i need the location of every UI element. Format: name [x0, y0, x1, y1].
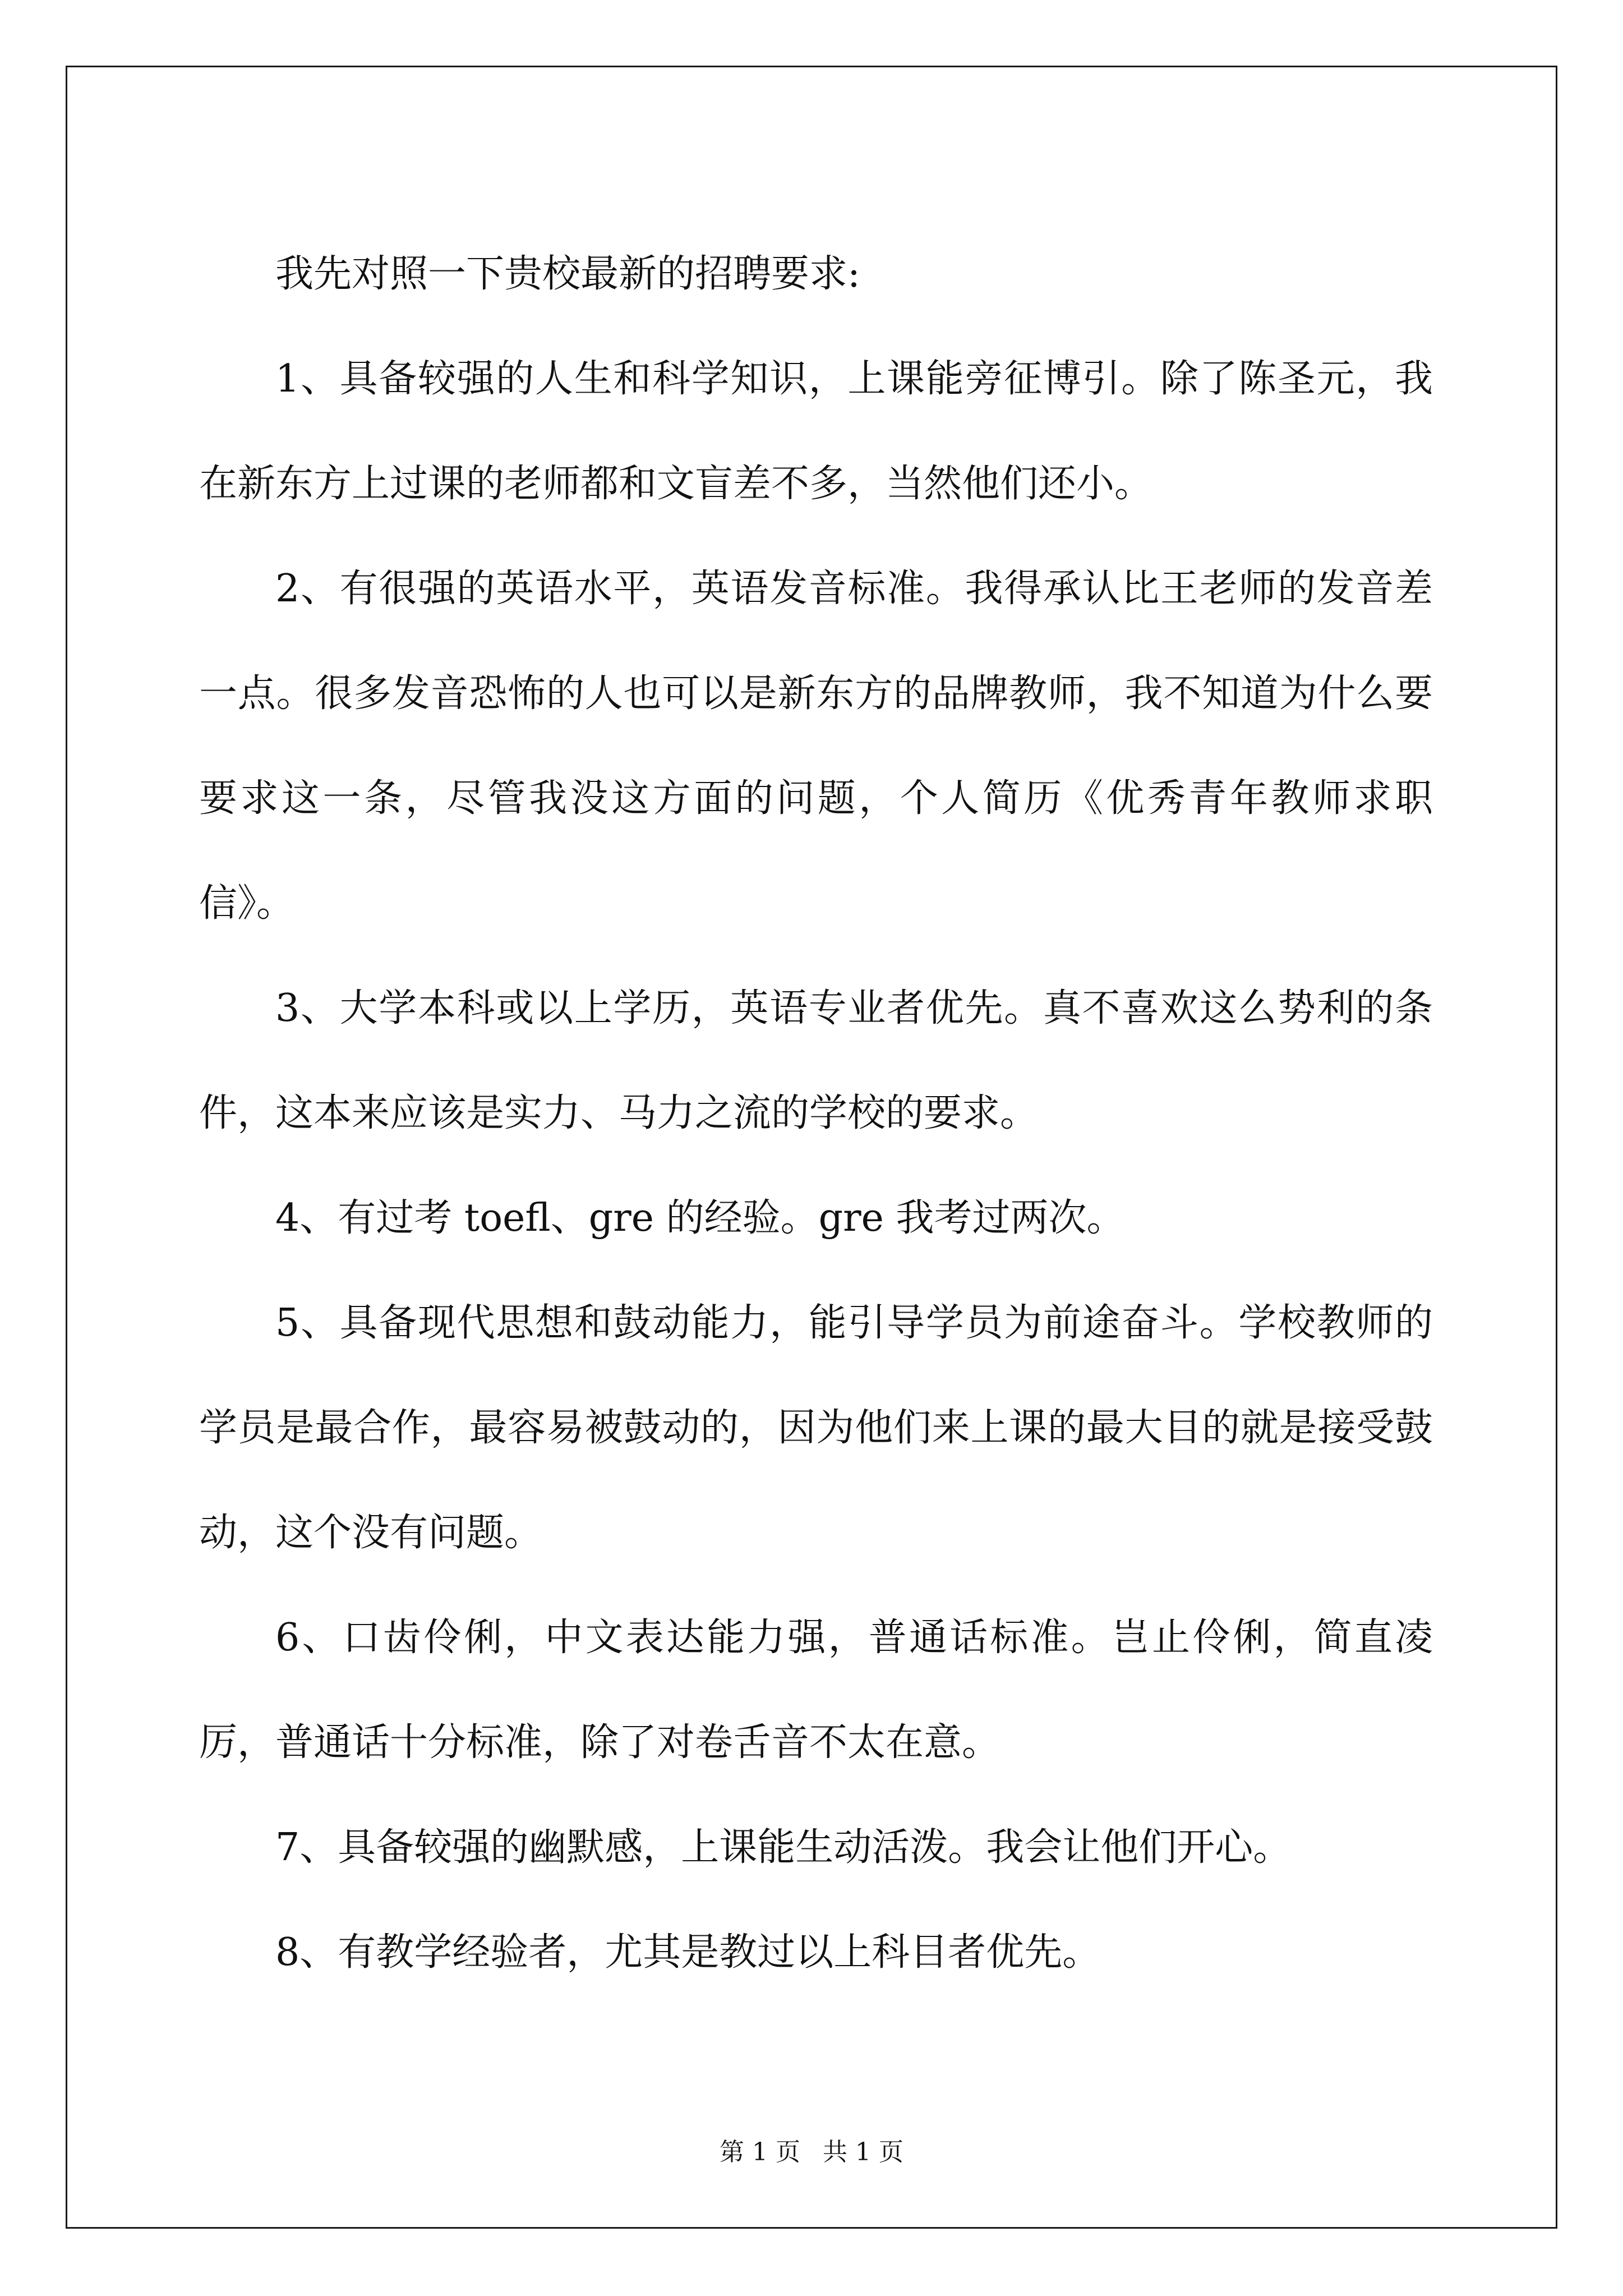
paragraph-item-1: 1、具备较强的人生和科学知识，上课能旁征博引。除了陈圣元，我在新东方上过课的老师都和文盲差不多，当然他们还小。 — [199, 357, 1433, 506]
page-footer — [0, 2132, 1623, 2168]
paragraph-item-8: 8、有教学经验者，尤其是教过以上科目者优先。 — [275, 1930, 1101, 1975]
paragraph-item-4: 4、有过考 toefl、gre 的经验。gre 我考过两次。 — [275, 1196, 1125, 1240]
paragraph-item-7: 7、具备较强的幽默感，上课能生动活泼。我会让他们开心。 — [275, 1825, 1292, 1870]
paragraph-item-6: 6、口齿伶俐，中文表达能力强，普通话标准。岂止伶俐，简直凌厉，普通话十分标准，除了对卷舌音不太在意。 — [199, 1616, 1433, 1765]
page-total: 共 1 页 — [823, 2138, 903, 2166]
paragraph-item-3: 3、大学本科或以上学历，英语专业者优先。真不喜欢这么势利的条件，这本来应该是实力、马力之流的学校的要求。 — [199, 986, 1433, 1135]
page-number: 第 1 页 — [720, 2138, 800, 2166]
document-body — [199, 222, 1433, 2005]
paragraph-item-2: 2、有很强的英语水平，英语发音标准。我得承认比王老师的发音差一点。很多发音恐怖的人也可以是新东方的品牌教师，我不知道为什么要要求这一条，尽管我没这方面的问题，个人简历《优秀青年教师求职信》。 — [199, 567, 1433, 926]
paragraph-intro: 我先对照一下贵校最新的招聘要求: — [275, 252, 860, 296]
paragraph-item-5: 5、具备现代思想和鼓动能力，能引导学员为前途奋斗。学校教师的学员是最合作，最容易被鼓动的，因为他们来上课的最大目的就是接受鼓动，这个没有问题。 — [199, 1301, 1433, 1555]
